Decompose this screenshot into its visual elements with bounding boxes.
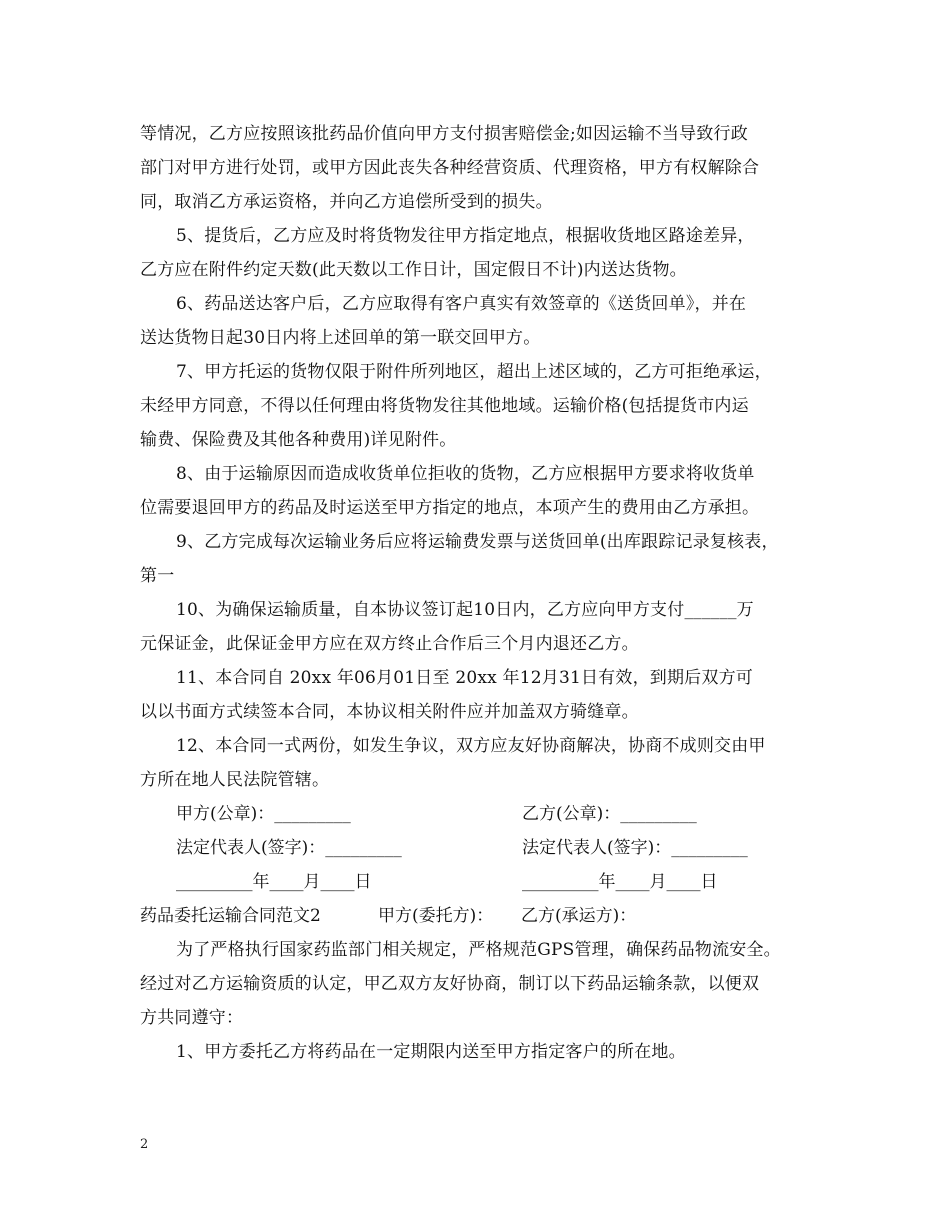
text-line: 方所在地人民法院管辖。 bbox=[140, 770, 330, 790]
text-line: 11、本合同自 20xx 年06月01日至 20xx 年12月31日有效，到期后双方可 bbox=[176, 668, 753, 688]
text-line: 12、本合同一式两份，如发生争议，双方应友好协商解决，协商不成则交由甲 bbox=[176, 736, 766, 756]
text-line: 位需要退回甲方的药品及时运送至甲方指定的地点，本项产生的费用由乙方承担。 bbox=[140, 498, 760, 518]
clause-9 bbox=[140, 525, 820, 593]
text-line: 第一 bbox=[140, 566, 175, 586]
text-line: 元保证金，此保证金甲方应在双方终止合作后三个月内退还乙方。 bbox=[140, 634, 639, 654]
text-line: 同，取消乙方承运资格，并向乙方追偿所受到的损失。 bbox=[140, 192, 553, 212]
party-a-seal: 甲方(公章)：_________ bbox=[176, 804, 351, 824]
text-line: 乙方应在附件约定天数(此天数以工作日计，国定假日不计)内送达货物。 bbox=[140, 260, 687, 280]
text-line: 等情况，乙方应按照该批药品价值向甲方支付损害赔偿金;如因运输不当导致行政 bbox=[140, 124, 748, 144]
section-2-party-b: 乙方(承运方)： bbox=[521, 906, 637, 926]
text-line: 以以书面方式续签本合同，本协议相关附件应并加盖双方骑缝章。 bbox=[140, 702, 639, 722]
text-line: 方共同遵守： bbox=[140, 1008, 244, 1028]
signature-row bbox=[140, 865, 820, 899]
text-line: 8、由于运输原因而造成收货单位拒收的货物，乙方应根据甲方要求将收货单 bbox=[176, 464, 755, 484]
clause-6 bbox=[140, 287, 820, 355]
party-b-date: _________年____月____日 bbox=[522, 872, 718, 892]
section-2-party-a: 甲方(委托方)： bbox=[378, 906, 494, 926]
text-line: 1、甲方委托乙方将药品在一定期限内送至甲方指定客户的所在地。 bbox=[176, 1042, 686, 1062]
section-2-intro bbox=[140, 933, 820, 967]
signature-row bbox=[140, 797, 820, 831]
section-2-clause-1 bbox=[140, 1035, 820, 1069]
text-line: 未经甲方同意，不得以任何理由将货物发往其他地域。运输价格(包括提货市内运 bbox=[140, 396, 749, 416]
party-a-date: _________年____月____日 bbox=[176, 872, 372, 892]
text-line: 7、甲方托运的货物仅限于附件所列地区，超出上述区域的，乙方可拒绝承运， bbox=[176, 362, 772, 382]
text-line: 输费、保险费及其他各种费用)详见附件。 bbox=[140, 430, 457, 450]
signature-block bbox=[140, 797, 820, 899]
text-line: 9、乙方完成每次运输业务后应将运输费发票与送货回单(出库跟踪记录复核表， bbox=[176, 532, 779, 552]
document-body bbox=[140, 117, 820, 1069]
clause-7 bbox=[140, 355, 820, 457]
text-line: 部门对甲方进行处罚，或甲方因此丧失各种经营资质、代理资格，甲方有权解除合 bbox=[140, 158, 760, 178]
party-a-representative: 法定代表人(签字)：_________ bbox=[176, 838, 402, 858]
text-line: 10、为确保运输质量，自本协议签订起10日内，乙方应向甲方支付______万 bbox=[176, 600, 754, 620]
text-line: 为了严格执行国家药监部门相关规定，严格规范GPS管理，确保药品物流安全。 bbox=[176, 940, 781, 960]
signature-row bbox=[140, 831, 820, 865]
section-2-header bbox=[140, 899, 820, 933]
text-line: 送达货物日起30日内将上述回单的第一联交回甲方。 bbox=[140, 328, 541, 348]
text-line: 6、药品送达客户后，乙方应取得有客户真实有效签章的《送货回单》，并在 bbox=[176, 294, 747, 314]
section-2-paragraph bbox=[140, 967, 820, 1035]
clause-11 bbox=[140, 661, 820, 729]
party-b-seal: 乙方(公章)：_________ bbox=[522, 804, 697, 824]
section-2-title: 药品委托运输合同范文2 bbox=[140, 906, 321, 926]
clause-10 bbox=[140, 593, 820, 661]
paragraph bbox=[140, 117, 820, 219]
party-b-representative: 法定代表人(签字)：_________ bbox=[522, 838, 748, 858]
page-number: 2 bbox=[140, 1137, 149, 1152]
clause-8 bbox=[140, 457, 820, 525]
text-line: 5、提货后，乙方应及时将货物发往甲方指定地点，根据收货地区路途差异， bbox=[176, 226, 755, 246]
clause-5 bbox=[140, 219, 820, 287]
clause-12 bbox=[140, 729, 820, 797]
text-line: 经过对乙方运输资质的认定，甲乙双方友好协商，制订以下药品运输条款，以便双 bbox=[140, 974, 760, 994]
